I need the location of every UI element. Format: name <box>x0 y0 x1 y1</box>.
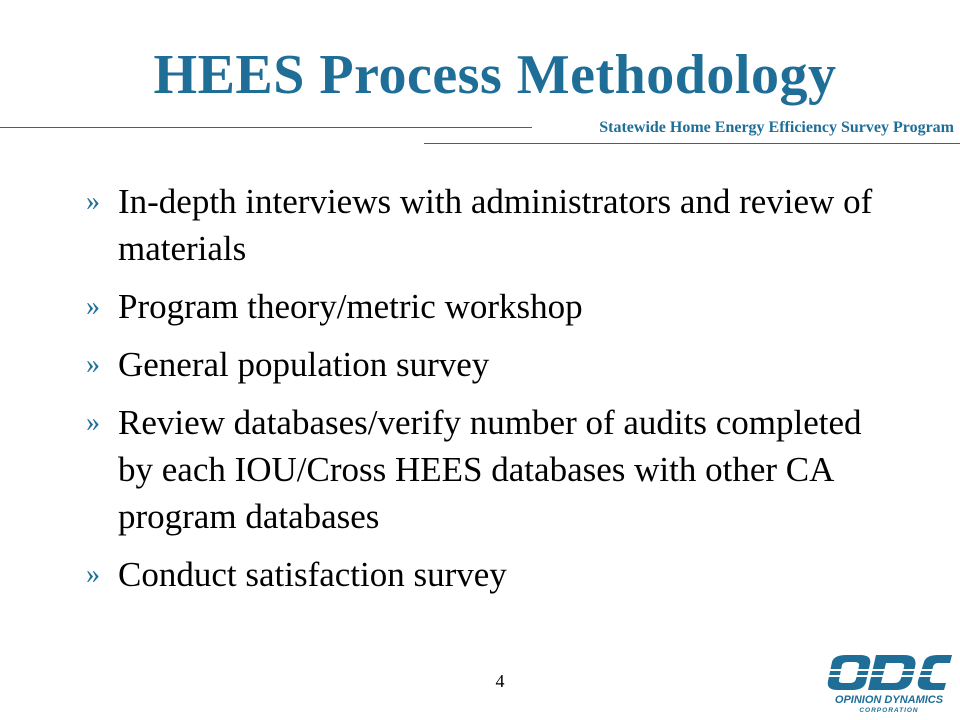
bullet-marker-icon: » <box>86 291 100 322</box>
bullet-text: In-depth interviews with administrators and review of materials <box>118 182 873 268</box>
header-rule-right <box>424 143 960 144</box>
header-rule-left <box>0 127 532 128</box>
bullet-item <box>86 341 886 388</box>
odc-logo-mark-icon <box>824 652 954 694</box>
bullet-text: General population survey <box>118 345 490 384</box>
bullet-item <box>86 399 886 540</box>
bullet-marker-icon: » <box>86 407 100 438</box>
bullet-item <box>86 283 886 330</box>
bullet-marker-icon: » <box>86 559 100 590</box>
odc-logo <box>824 652 954 718</box>
bullet-marker-icon: » <box>86 349 100 380</box>
bullet-marker-icon: » <box>86 186 100 217</box>
slide-title: HEES Process Methodology <box>153 44 837 106</box>
slide-subtitle: Statewide Home Energy Efficiency Survey Program <box>599 119 954 136</box>
bullet-text: Conduct satisfaction survey <box>118 555 507 594</box>
bullet-item <box>86 178 886 272</box>
bullet-text: Review databases/verify number of audits completed by each IOU/Cross HEES databases with other CA program databases <box>118 403 862 536</box>
page-number: 4 <box>495 671 505 691</box>
bullet-list <box>86 178 886 609</box>
bullet-text: Program theory/metric workshop <box>118 287 583 326</box>
logo-text-company: OPINION DYNAMICS <box>834 694 944 706</box>
bullet-item <box>86 551 886 598</box>
logo-text-corporation: CORPORATION <box>859 707 919 714</box>
